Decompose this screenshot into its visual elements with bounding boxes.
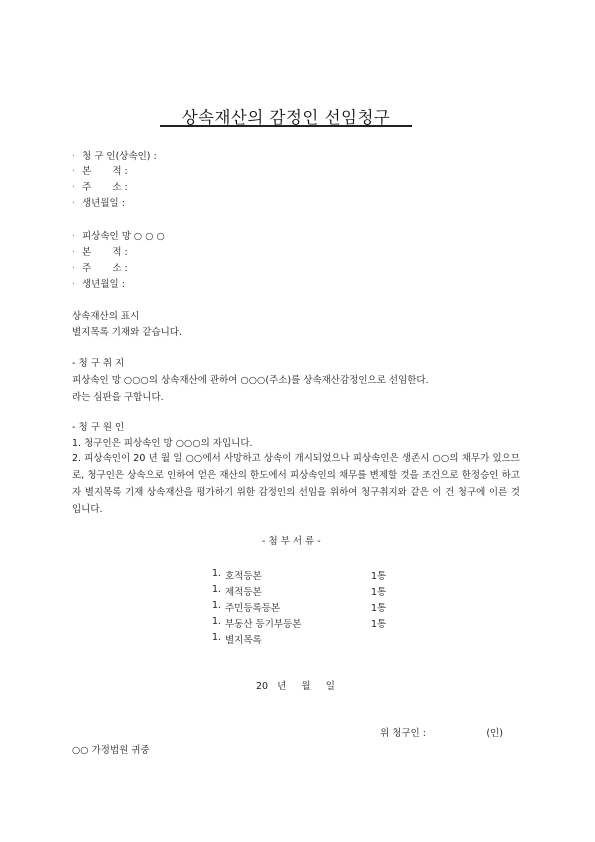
purpose-heading: - 청 구 취 지	[72, 358, 125, 369]
claimant-birth-line	[72, 198, 125, 210]
claimant-birth-label: 생년월일 :	[82, 198, 125, 209]
attachment-number: 1.	[212, 584, 222, 595]
attachment-number: 1.	[212, 632, 222, 643]
bullet-icon: ·	[72, 263, 76, 274]
attachment-name: 부동산 등기부등본	[225, 619, 302, 630]
decedent-heading: 피상속인 망 ○ ○ ○	[82, 231, 165, 242]
attachment-row	[212, 584, 392, 596]
property-heading: 상속재산의 표시	[72, 311, 140, 322]
bullet-icon: ·	[72, 198, 76, 209]
attachment-row	[212, 616, 392, 628]
claimant-address-label: 주 소 :	[82, 182, 128, 193]
decedent-heading-line	[72, 231, 165, 243]
bullet-icon: ·	[72, 231, 76, 242]
claimant-signature: 위 청구인 : (인)	[380, 728, 503, 739]
attachment-quantity: 1통	[371, 587, 387, 598]
document-date: 20 년 월 일	[256, 681, 335, 692]
purpose-line1: 피상속인 망 ○○○의 상속재산에 관하여 ○○○(주소)를 상속재산감정인으로 선임한다.	[72, 375, 429, 386]
claimant-address-line	[72, 182, 128, 194]
claimant-heading: 청 구 인(상속인) :	[82, 151, 157, 162]
attachment-quantity: 1통	[371, 619, 387, 630]
attachment-row	[212, 600, 392, 612]
attachments-heading: - 첨 부 서 류 -	[262, 536, 321, 547]
attachment-name: 별지목록	[225, 635, 262, 646]
bullet-icon: ·	[72, 166, 76, 177]
bullet-icon: ·	[72, 182, 76, 193]
attachment-quantity: 1통	[371, 571, 387, 582]
attachment-name: 호적등본	[225, 571, 262, 582]
bullet-icon: ·	[72, 151, 76, 162]
document-title: 상속재산의 감정인 선임청구	[181, 108, 391, 127]
decedent-address-label: 주 소 :	[82, 263, 128, 274]
attachment-name: 제적등본	[225, 587, 262, 598]
attachment-quantity: 1통	[371, 603, 387, 614]
property-text: 별지목록 기재와 같습니다.	[72, 327, 183, 338]
decedent-birth-line	[72, 279, 125, 291]
attachment-number: 1.	[212, 568, 222, 579]
decedent-birth-label: 생년월일 :	[82, 279, 125, 290]
attachment-number: 1.	[212, 600, 222, 611]
attachment-row	[212, 568, 392, 580]
purpose-line2: 라는 심판을 구합니다.	[72, 392, 164, 403]
attachment-row	[212, 632, 392, 644]
cause-item1: 1. 청구인은 피상속인 망 ○○○의 자입니다.	[72, 438, 253, 449]
attachment-name: 주민등록등본	[225, 603, 281, 614]
cause-item2: 2. 피상속인이 20 년 월 일 ○○에서 사망하고 상속이 개시되었으나 피상속인은 생존시 ○○의 채무가 있으므로, 청구인은 상속으로 인하여 얻은 재산의 한도에서 피상속인의 채무를 변제할 것을 조건으로 한정승인 하고자 별지목록 기재 상속재산을 평가하기 위한 감정인의 선임을 위하여 청구취지와 같은 이 건 청구에 이른 것입니다.	[72, 453, 520, 515]
bullet-icon: ·	[72, 279, 76, 290]
attachment-number: 1.	[212, 616, 222, 627]
court-addressee: ○○ 가정법원 귀중	[72, 745, 150, 756]
cause-heading: - 청 구 원 인	[72, 422, 125, 433]
claimant-domicile-line	[72, 166, 128, 178]
title-underline	[160, 125, 412, 127]
bullet-icon: ·	[72, 247, 76, 258]
claimant-domicile-label: 본 적 :	[82, 166, 128, 177]
decedent-domicile-label: 본 적 :	[82, 247, 128, 258]
decedent-address-line	[72, 263, 128, 275]
decedent-domicile-line	[72, 247, 128, 259]
claimant-heading-line	[72, 151, 157, 163]
